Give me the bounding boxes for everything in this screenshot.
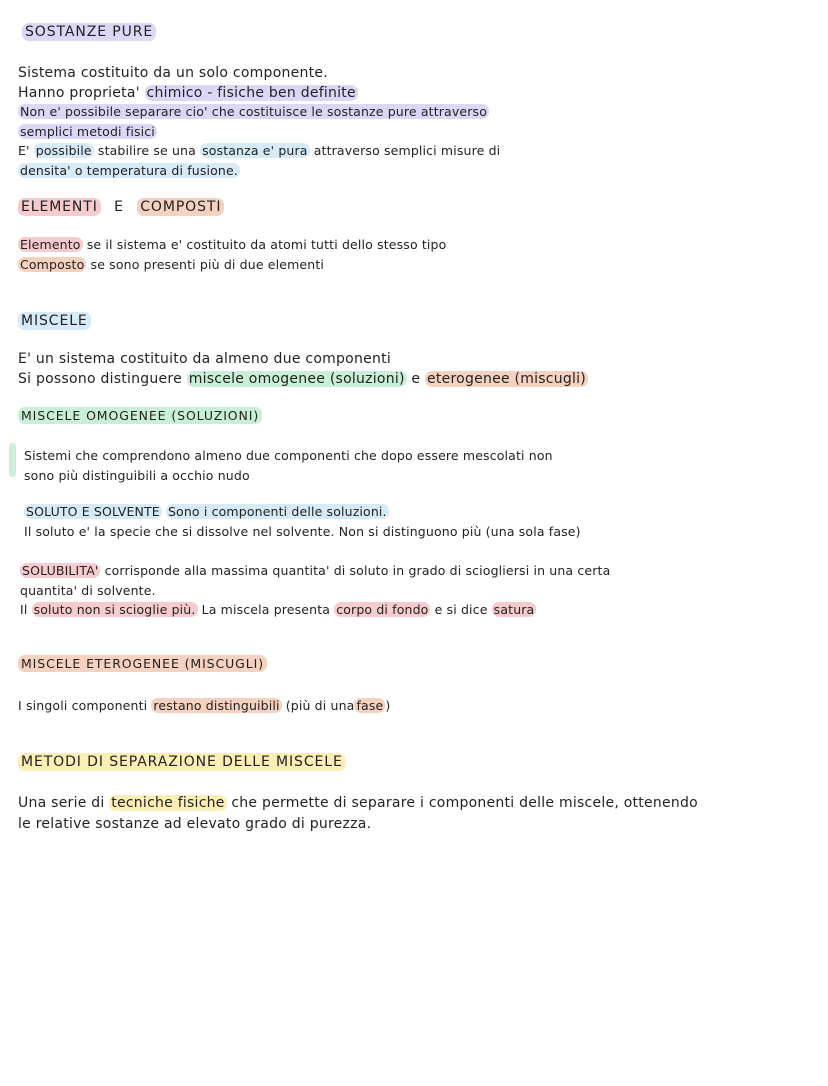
omogenee-line-2: sono più distinguibili a occhio nudo — [24, 468, 250, 483]
sostanze-pure-line-1: Sistema costituito da un solo componente. — [18, 65, 328, 81]
elementi-line-2 — [18, 259, 324, 272]
metodi-line-1-c: che permette di separare i componenti delle miscele, ottenendo — [231, 795, 698, 811]
soluto-line-2: Il soluto e' la specie che si dissolve nel solvente. Non si distinguono più (una sola fase) — [24, 524, 581, 539]
sostanze-pure-line-6 — [18, 165, 240, 178]
eterogenee-line-1-e: ) — [385, 698, 391, 713]
elementi-line-1 — [18, 239, 446, 252]
solubilita-title: SOLUBILITA' — [22, 563, 99, 578]
section-title-miscele-text: MISCELE — [18, 312, 91, 330]
sostanze-pure-line-5-e: attraverso semplici misure di — [313, 143, 501, 158]
solubilita-line-3-d: corpo di fondo — [336, 602, 429, 617]
solubilita-line-1 — [20, 565, 610, 578]
sostanze-pure-line-5-c: stabilire se una — [97, 143, 196, 158]
sostanze-pure-line-4 — [18, 126, 157, 139]
section-title-miscele — [18, 314, 91, 328]
section-title-composti-text: COMPOSTI — [137, 198, 224, 216]
elementi-line-2-text: se sono presenti più di due elementi — [90, 257, 324, 272]
solubilita-line-3 — [20, 604, 536, 617]
eterogenee-line-1-b: restano distinguibili — [153, 698, 280, 713]
elementi-line-2-highlight: Composto — [20, 257, 85, 272]
sostanze-pure-line-5-b: possibile — [35, 143, 92, 158]
eterogenee-line-1-a: I singoli componenti — [18, 698, 148, 713]
eterogenee-line-1 — [18, 700, 390, 713]
solubilita-line-3-f: satura — [493, 602, 535, 617]
elementi-line-1-highlight: Elemento — [20, 237, 81, 252]
solubilita-line-3-a: Il — [20, 602, 28, 617]
sostanze-pure-line-6-highlight: densita' o temperatura di fusione. — [20, 163, 238, 178]
soluto-text: Sono i componenti delle soluzioni. — [167, 504, 387, 519]
section-title-elementi-text: ELEMENTI — [18, 198, 101, 216]
miscele-line-2 — [18, 372, 588, 386]
section-title-miscele-omogenee-text: MISCELE OMOGENEE (SOLUZIONI) — [18, 407, 262, 424]
sostanze-pure-line-2-prefix: Hanno proprieta' — [18, 85, 140, 101]
solubilita-line-3-c: La miscela presenta — [201, 602, 331, 617]
eterogenee-line-1-d: fase — [356, 698, 384, 713]
section-title-metodi-text: METODI DI SEPARAZIONE DELLE MISCELE — [18, 753, 346, 771]
section-title-elementi-composti — [18, 200, 224, 214]
green-margin-marker — [9, 443, 16, 477]
section-title-miscele-eterogenee — [18, 658, 267, 671]
miscele-line-2-c: e — [411, 371, 421, 387]
sostanze-pure-line-5 — [18, 145, 500, 158]
miscele-line-2-a: Si possono distinguere — [18, 371, 182, 387]
solubilita-text: corrisponde alla massima quantita' di soluto in grado di sciogliersi in una certa — [104, 563, 611, 578]
solubilita-line-3-b: soluto non si scioglie più. — [33, 602, 196, 617]
eterogenee-line-1-c: (più di una — [285, 698, 355, 713]
miscele-line-2-d: eterogenee (miscugli) — [426, 371, 586, 387]
sostanze-pure-line-3 — [18, 106, 489, 119]
metodi-line-1-b: tecniche fisiche — [111, 795, 225, 811]
sostanze-pure-line-2 — [18, 86, 358, 100]
section-title-miscele-eterogenee-text: MISCELE ETEROGENEE (MISCUGLI) — [18, 655, 267, 672]
sostanze-pure-line-4-highlight: semplici metodi fisici — [20, 124, 155, 139]
solubilita-line-3-e: e si dice — [434, 602, 488, 617]
soluto-line-1 — [24, 506, 389, 519]
metodi-line-1 — [18, 796, 698, 810]
solubilita-line-2: quantita' di solvente. — [20, 583, 156, 598]
sostanze-pure-line-5-d: sostanza e' pura — [202, 143, 308, 158]
miscele-line-1: E' un sistema costituito da almeno due componenti — [18, 351, 391, 367]
metodi-line-1-a: Una serie di — [18, 795, 105, 811]
sostanze-pure-line-5-a: E' — [18, 143, 30, 158]
metodi-line-2: le relative sostanze ad elevato grado di purezza. — [18, 816, 372, 832]
section-title-miscele-omogenee — [18, 410, 262, 423]
elementi-line-1-text: se il sistema e' costituito da atomi tutti dello stesso tipo — [86, 237, 447, 252]
section-title-metodi — [18, 755, 346, 769]
section-title-sostanze-pure-text: SOSTANZE PURE — [22, 23, 156, 41]
sostanze-pure-line-3-highlight: Non e' possibile separare cio' che costituisce le sostanze pure attraverso — [20, 104, 488, 119]
sostanze-pure-line-2-highlight: chimico - fisiche ben definite — [146, 85, 356, 101]
miscele-line-2-b: miscele omogenee (soluzioni) — [188, 371, 405, 387]
omogenee-line-1: Sistemi che comprendono almeno due componenti che dopo essere mescolati non — [24, 448, 553, 463]
section-title-sostanze-pure — [22, 25, 156, 39]
soluto-title: SOLUTO E SOLVENTE — [26, 504, 160, 519]
section-title-e-text: E — [114, 199, 124, 215]
